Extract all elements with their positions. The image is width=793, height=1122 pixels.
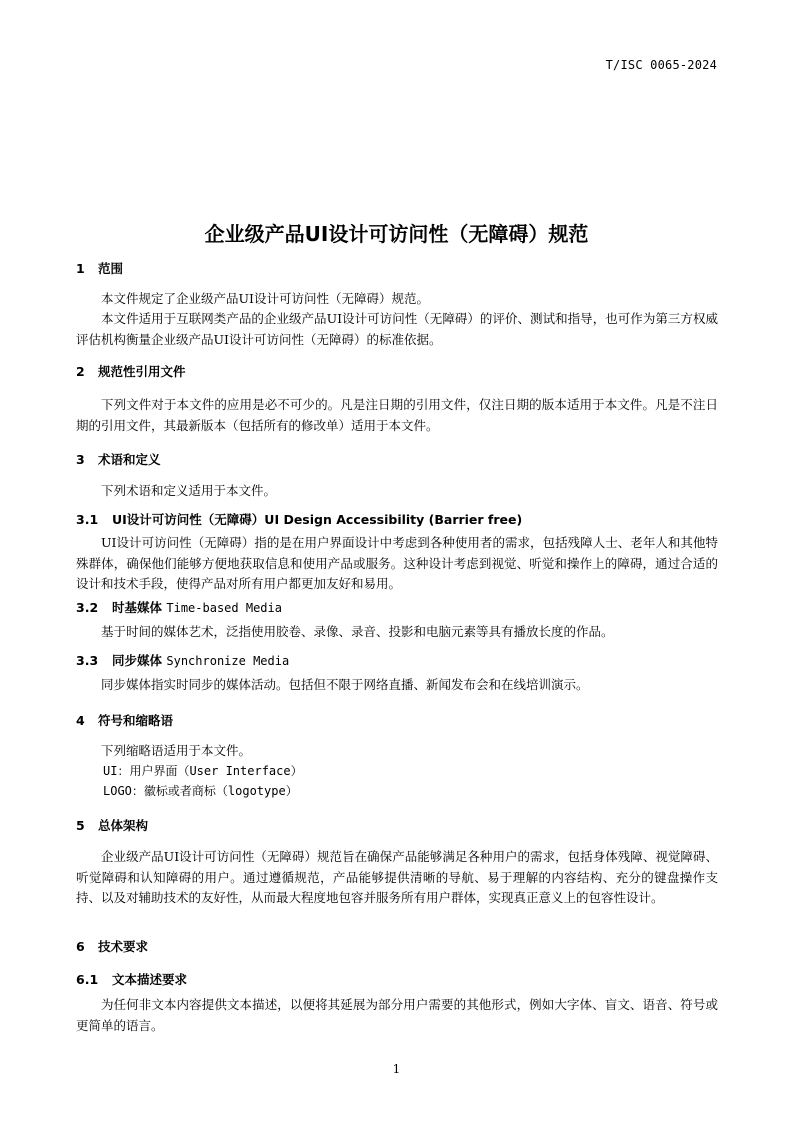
section-1-heading	[76, 259, 123, 277]
term-title: UI设计可访问性（无障碍）UI Design Accessibility (Barrier free)	[112, 512, 523, 527]
section-number: 4	[76, 713, 85, 728]
standard-code: T/ISC 0065-2024	[605, 58, 717, 72]
term-title: 同步媒体	[112, 653, 163, 668]
section-title: 范围	[98, 261, 124, 276]
abbreviation-ui: UI：用户界面（User Interface）	[103, 764, 303, 778]
section-title: 术语和定义	[98, 452, 161, 467]
section-5-paragraph-1: 企业级产品UI设计可访问性（无障碍）规范旨在确保产品能够满足各种用户的需求，包括身体残障、视觉障碍、听觉障碍和认知障碍的用户。通过遵循规范，产品能够提供清晰的导航、易于理解的内容结构、充分的键盘操作支持、以及对辅助技术的友好性，从而最大程度地包容并服务所有用户群体，实现真正意义上的包容性设计。	[76, 849, 718, 905]
term-title-en: Synchronize Media	[166, 654, 290, 668]
section-title: 规范性引用文件	[98, 364, 186, 379]
term-number: 3.1	[76, 512, 99, 527]
abbreviation-logo: LOGO：徽标或者商标（logotype）	[103, 784, 298, 798]
subsection-6-1-paragraph: 为任何非文本内容提供文本描述，以便将其延展为部分用户需要的其他形式，例如大字体、盲文、语音、符号或更简单的语言。	[76, 997, 718, 1033]
term-3-1-definition: UI设计可访问性（无障碍）指的是在用户界面设计中考虑到各种使用者的需求，包括残障人士、老年人和其他特殊群体，确保他们能够方便地获取信息和使用产品或服务。这种设计考虑到视觉、听觉和操作上的障碍，通过合适的设计和技术手段，使得产品对所有用户都更加友好和易用。	[76, 535, 718, 591]
section-title: 总体架构	[98, 818, 149, 833]
section-4-heading	[76, 711, 173, 729]
term-3-2-definition: 基于时间的媒体艺术，泛指使用胶卷、录像、录音、投影和电脑元素等具有播放长度的作品。	[101, 624, 614, 639]
subsection-6-1-heading	[76, 970, 187, 988]
section-5-heading	[76, 816, 148, 834]
subsection-number: 6.1	[76, 972, 99, 987]
section-1-paragraph-1: 本文件规定了企业级产品UI设计可访问性（无障碍）规范。	[101, 291, 429, 306]
section-4-paragraph-1: 下列缩略语适用于本文件。	[101, 743, 252, 758]
section-number: 5	[76, 818, 85, 833]
section-title: 技术要求	[98, 939, 149, 954]
section-1-paragraph-2: 本文件适用于互联网类产品的企业级产品UI设计可访问性（无障碍）的评价、测试和指导，也可作为第三方权威评估机构衡量企业级产品UI设计可访问性（无障碍）的标准依据。	[76, 311, 718, 347]
section-2-heading	[76, 362, 186, 380]
section-number: 1	[76, 261, 85, 276]
section-number: 2	[76, 364, 85, 379]
section-title: 符号和缩略语	[98, 713, 174, 728]
term-number: 3.2	[76, 600, 99, 615]
section-number: 6	[76, 939, 85, 954]
page-number: 1	[392, 1062, 401, 1076]
term-3-2-heading	[76, 598, 282, 616]
term-3-1-heading	[76, 510, 522, 528]
term-3-3-definition: 同步媒体指实时同步的媒体活动。包括但不限于网络直播、新闻发布会和在线培训演示。	[101, 677, 589, 692]
section-3-paragraph-1: 下列术语和定义适用于本文件。	[101, 483, 277, 498]
section-2-paragraph-1: 下列文件对于本文件的应用是必不可少的。凡是注日期的引用文件，仅注日期的版本适用于本文件。凡是不注日期的引用文件，其最新版本（包括所有的修改单）适用于本文件。	[76, 397, 718, 433]
section-6-heading	[76, 937, 148, 955]
document-title: 企业级产品UI设计可访问性（无障碍）规范	[204, 222, 589, 246]
term-number: 3.3	[76, 653, 99, 668]
term-title-en: Time-based Media	[166, 601, 282, 615]
section-3-heading	[76, 450, 161, 468]
section-number: 3	[76, 452, 85, 467]
term-title: 时基媒体	[112, 600, 163, 615]
subsection-title: 文本描述要求	[112, 972, 188, 987]
term-3-3-heading	[76, 651, 289, 669]
